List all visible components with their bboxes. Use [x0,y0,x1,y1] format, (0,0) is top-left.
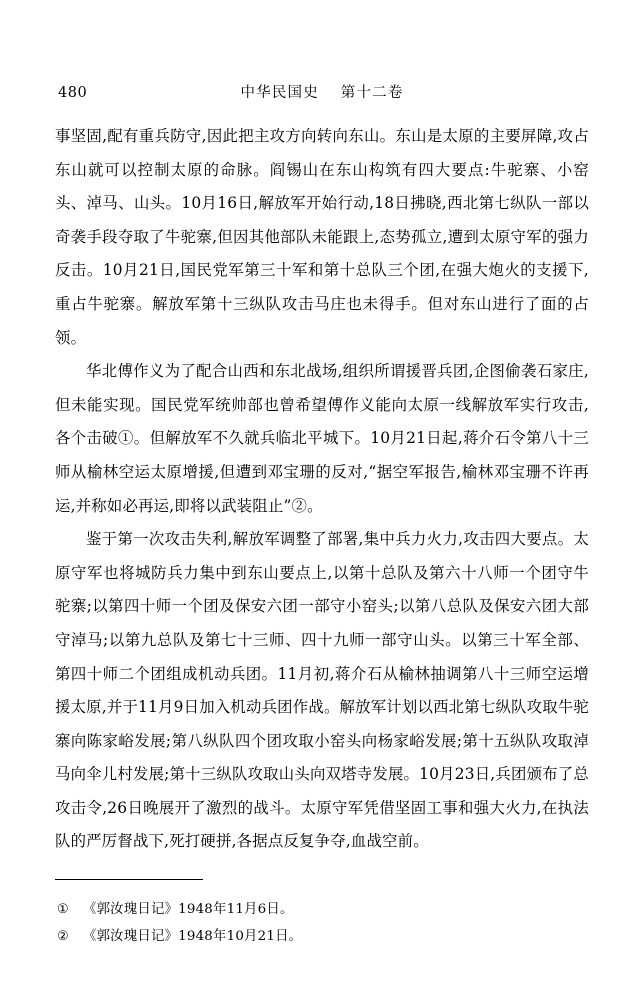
running-title [58,82,586,104]
footnote-list [55,896,589,950]
paragraph-1: 事坚固,配有重兵防守,因此把主攻方向转向东山。东山是太原的主要屏障,攻占东山就可以控制太原的命脉。阎锡山在东山构筑有四大要点:牛驼寨、小窑头、淖马、山头。10月16日,解放军开始行动,18日拂晓,西北第七纵队一部以奇袭手段夺取了牛驼寨,但因其他部队未能跟上,态势孤立,遭到太原守军的强力反击。10月21日,国民党军第三十军和第十总队三个团,在强大炮火的支援下,重占牛驼寨。解放军第十三纵队攻击马庄也未得手。但对东山进行了面的占领。 [55,127,589,347]
body-text-column [55,120,589,859]
footnote-text: 《郭汝瑰日记》1948年11月6日。 [83,902,294,917]
footnote-text: 《郭汝瑰日记》1948年10月21日。 [83,929,303,944]
footnote-marker: ① [57,902,69,917]
paragraph-2: 华北傅作义为了配合山西和东北战场,组织所谓援晋兵团,企图偷袭石家庄,但未能实现。国民党军统帅部也曾希望傅作义能向太原一线解放军实行攻击,各个击破①。但解放军不久就兵临北平城下。10月21日起,蒋介石令第八十三师从榆林空运太原增援,但遭到邓宝珊的反对,“据空军报告,榆林邓宝珊不许再运,并称如必再运,即将以武装阻止”②。 [55,362,589,515]
page-header [58,82,586,104]
paragraph-3: 鉴于第一次攻击失利,解放军调整了部署,集中兵力火力,攻击四大要点。太原守军也将城防兵力集中到东山要点上,以第十总队及第六十八师一个团守牛驼寨;以第四十师一个团及保安六团一部守小窑头;以第八总队及保安六团大部守淖马;以第九总队及第七十三师、四十九师一部守山头。以第三十军全部、第四十师二个团组成机动兵团。11月初,蒋介石从榆林抽调第八十三师空运增援太原,并于11月9日加入机动兵团作战。解放军计划以西北第七纵队攻取牛驼寨向陈家峪发展;第八纵队四个团攻取小窑头向杨家峪发展;第十五纵队攻取淖马向伞儿村发展;第十三纵队攻取山头向双塔寺发展。10月23日,兵团颁布了总攻击令,26日晚展开了激烈的战斗。太原守军凭借坚固工事和强大火力,在执法队的严厉督战下,死打硬拼,各据点反复争夺,血战空前。 [55,530,589,851]
footnote-marker: ② [57,929,69,944]
footnote-item [55,896,589,923]
volume-label: 第十二卷 [340,85,404,101]
page-number: 480 [58,85,88,101]
footnote-divider [55,879,203,880]
running-title-text: 中华民国史 [240,85,319,101]
footnote-item [55,923,589,950]
